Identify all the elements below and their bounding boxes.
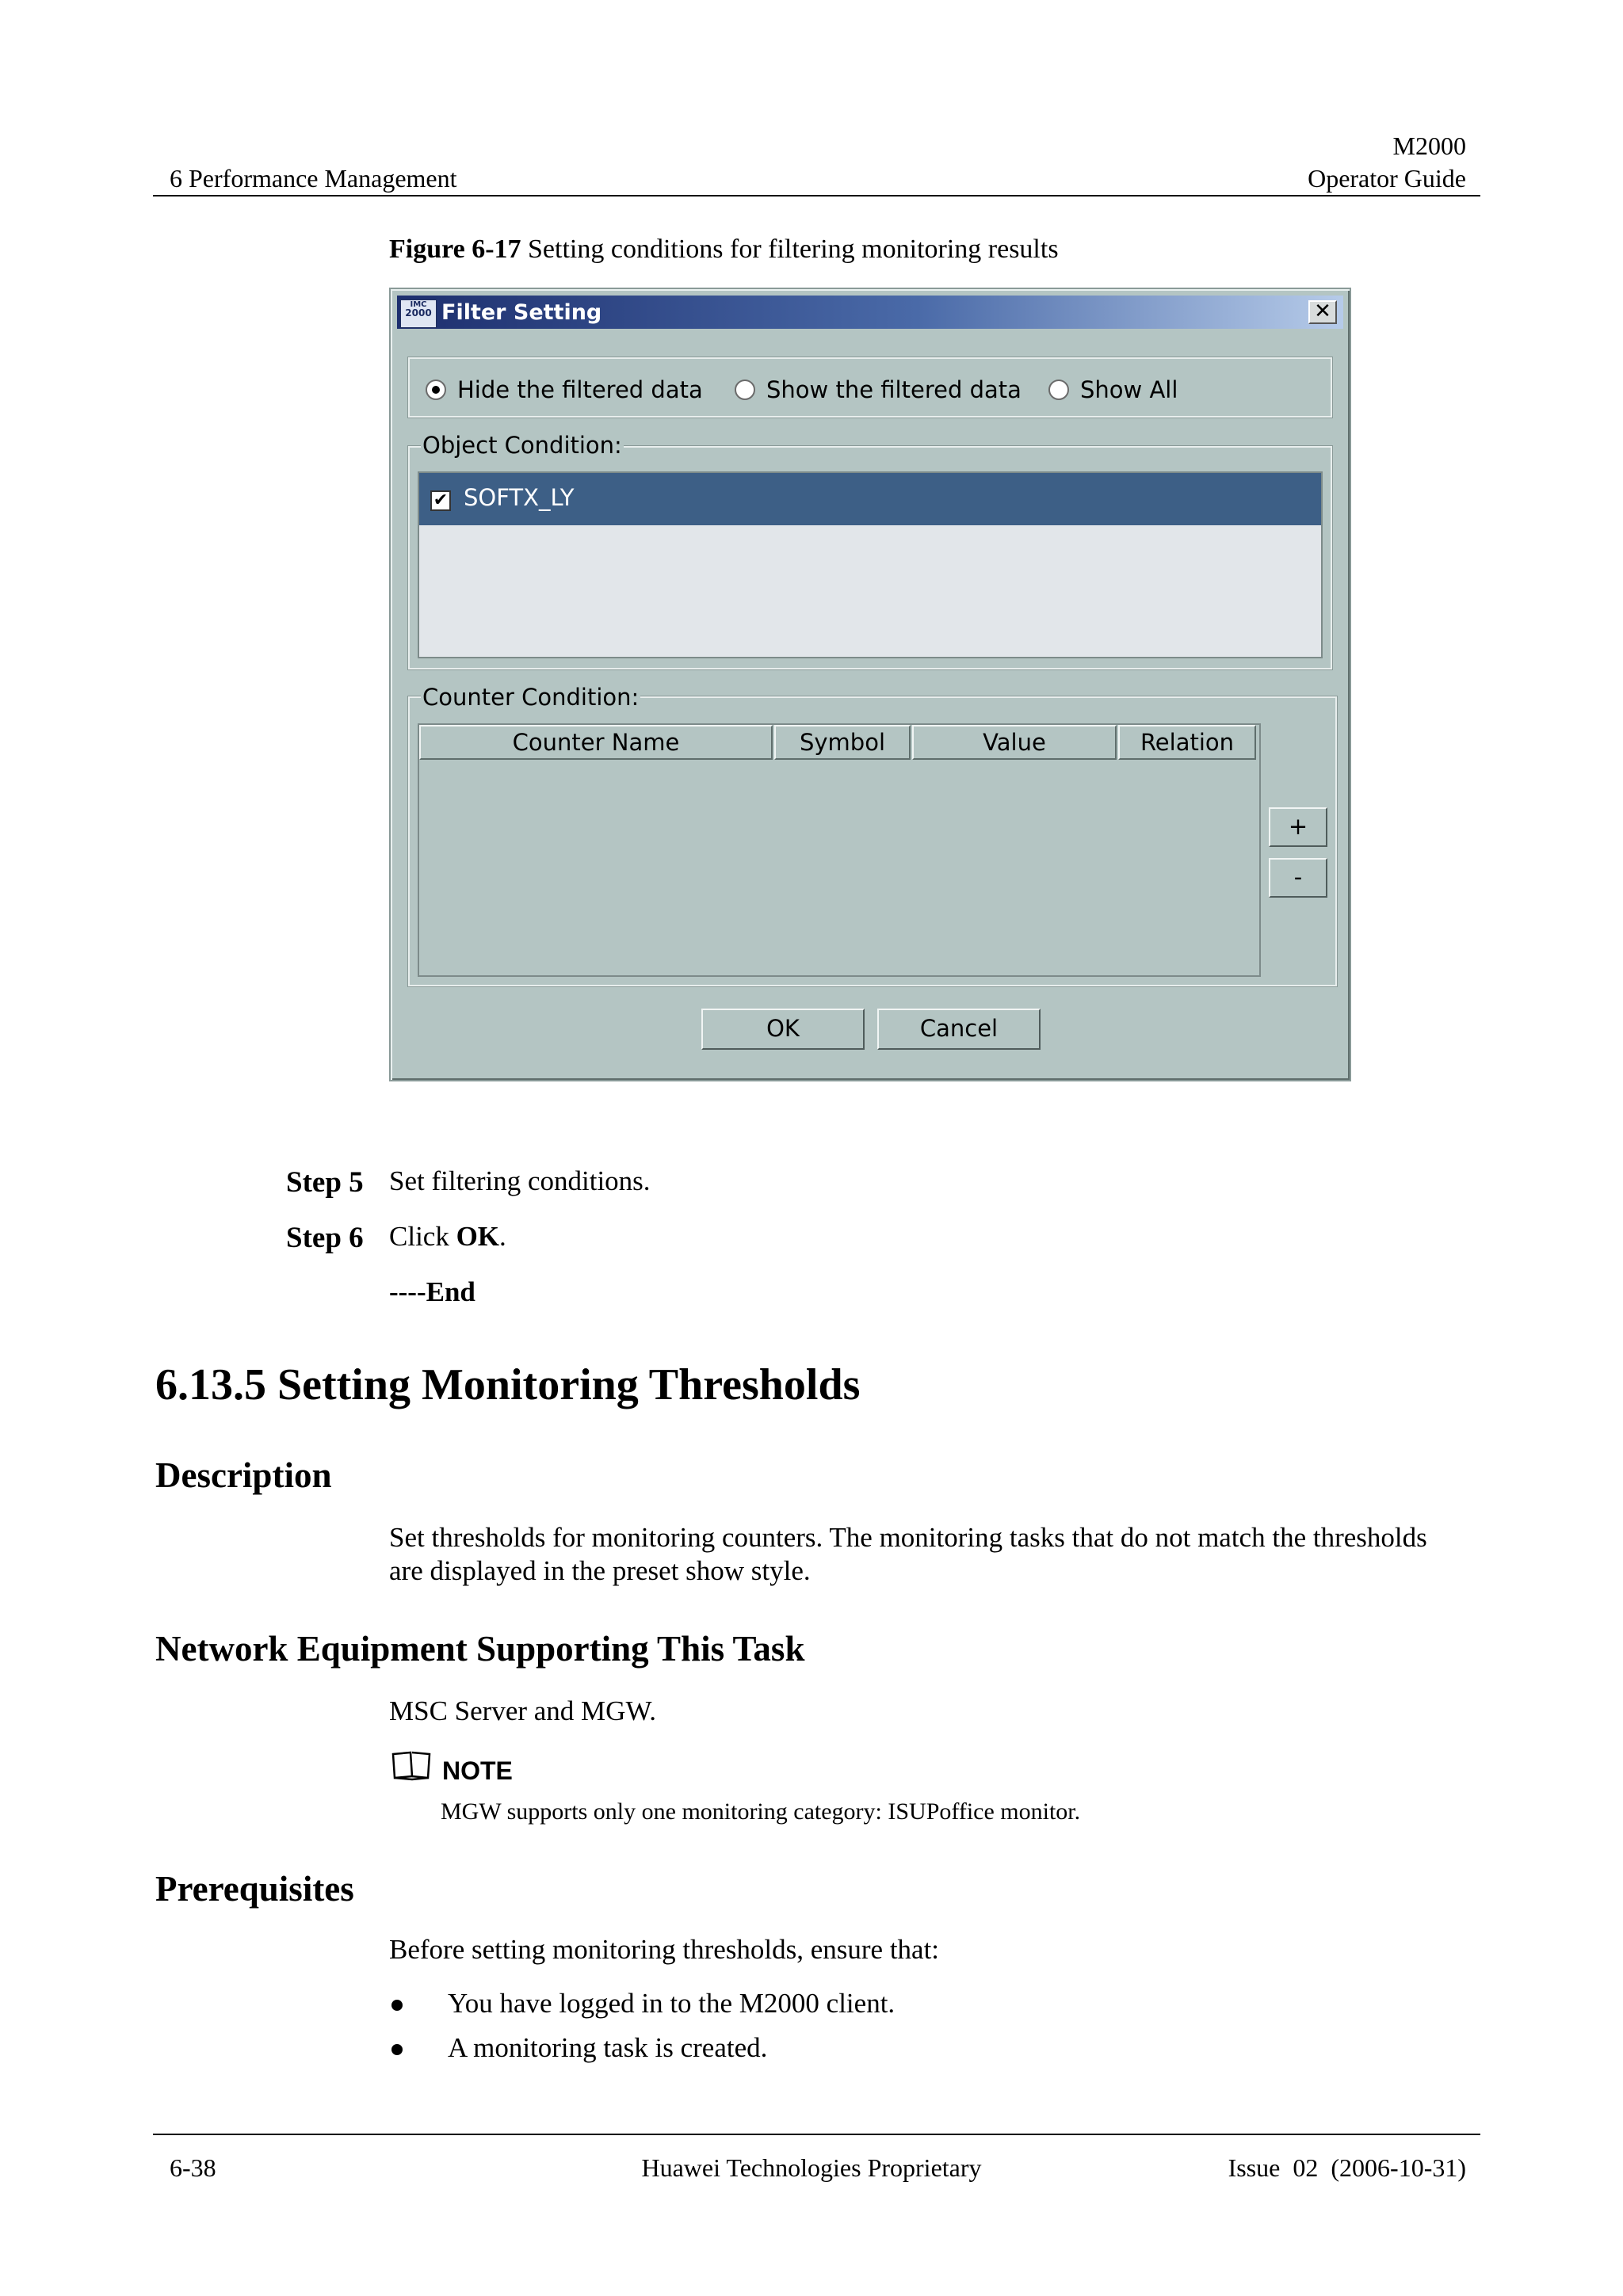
- icon-text-bottom: 2000: [405, 307, 432, 318]
- icon-text-top: IMC: [410, 300, 427, 309]
- object-item-label: SOFTX_LY: [464, 484, 575, 511]
- step-6-bold: OK: [456, 1221, 500, 1252]
- column-header-symbol[interactable]: Symbol: [774, 725, 911, 760]
- column-header-relation[interactable]: Relation: [1118, 725, 1256, 760]
- prerequisite-item: A monitoring task is created.: [448, 2032, 768, 2063]
- radio-show-all-label: Show All: [1080, 376, 1178, 403]
- radio-hide-filtered[interactable]: [426, 376, 703, 403]
- radio-show-filtered[interactable]: [735, 376, 1022, 403]
- m2000-app-icon: [400, 299, 437, 328]
- equipment-heading: Network Equipment Supporting This Task: [155, 1629, 805, 1669]
- header-rule: [153, 195, 1480, 196]
- header-product: M2000: [1392, 132, 1466, 160]
- close-button[interactable]: [1308, 300, 1337, 324]
- cancel-button[interactable]: Cancel: [877, 1009, 1041, 1050]
- bullet-icon: [391, 2000, 403, 2011]
- footer-rule: [153, 2134, 1480, 2135]
- column-header-counter-name[interactable]: Counter Name: [419, 725, 773, 760]
- figure-caption: [389, 235, 1059, 265]
- column-header-value[interactable]: Value: [912, 725, 1117, 760]
- section-title: 6.13.5 Setting Monitoring Thresholds: [155, 1360, 861, 1409]
- object-list-item[interactable]: [419, 473, 1321, 525]
- prerequisite-item: You have logged in to the M2000 client.: [448, 1988, 896, 2019]
- object-list[interactable]: [418, 471, 1323, 658]
- display-mode-group: [408, 357, 1332, 418]
- filter-setting-dialog: [389, 288, 1351, 1081]
- object-condition-label: Object Condition:: [422, 432, 622, 459]
- dialog-title: Filter Setting: [441, 300, 602, 325]
- step-6-text: [389, 1221, 506, 1253]
- end-marker: ----End: [389, 1276, 475, 1307]
- bullet-icon: [391, 2044, 403, 2055]
- radio-show-all[interactable]: [1048, 376, 1178, 403]
- step-5-label: Step 5: [286, 1166, 364, 1199]
- header-guide: Operator Guide: [1308, 164, 1466, 193]
- radio-unselected-icon: [1048, 379, 1069, 400]
- add-counter-button[interactable]: +: [1269, 807, 1327, 847]
- description-line-1: Set thresholds for monitoring counters. The monitoring tasks that do not match the thresholds: [389, 1522, 1427, 1553]
- remove-counter-button[interactable]: -: [1269, 858, 1327, 898]
- radio-hide-filtered-label: Hide the filtered data: [457, 376, 703, 403]
- description-heading: Description: [155, 1455, 332, 1495]
- equipment-text: MSC Server and MGW.: [389, 1695, 657, 1726]
- checkbox-checked-icon[interactable]: ✔: [430, 490, 451, 511]
- note-label: NOTE: [442, 1756, 513, 1785]
- counter-table[interactable]: [418, 723, 1261, 977]
- ok-button[interactable]: OK: [701, 1009, 865, 1050]
- step-6-prefix: Click: [389, 1221, 456, 1252]
- prerequisites-heading: Prerequisites: [155, 1869, 354, 1909]
- radio-unselected-icon: [735, 379, 755, 400]
- note-book-icon: [391, 1749, 433, 1781]
- description-line-2: are displayed in the preset show style.: [389, 1555, 811, 1586]
- figure-label: Figure 6-17: [389, 235, 521, 264]
- header-chapter: 6 Performance Management: [170, 164, 457, 193]
- radio-selected-icon: [426, 379, 446, 400]
- step-6-label: Step 6: [286, 1222, 364, 1254]
- radio-show-filtered-label: Show the filtered data: [766, 376, 1022, 403]
- footer-issue: Issue 02 (2006-10-31): [1228, 2153, 1466, 2182]
- counter-condition-label: Counter Condition:: [422, 684, 640, 711]
- prerequisites-intro: Before setting monitoring thresholds, ensure that:: [389, 1934, 940, 1965]
- note-text: MGW supports only one monitoring category: ISUPoffice monitor.: [441, 1798, 1081, 1825]
- footer-page-number: 6-38: [170, 2153, 216, 2182]
- step-6-suffix: .: [499, 1221, 506, 1252]
- close-icon: ✕: [1314, 299, 1331, 323]
- footer-company: Huawei Technologies Proprietary: [641, 2153, 982, 2182]
- step-5-text: Set filtering conditions.: [389, 1165, 651, 1196]
- dialog-titlebar[interactable]: [397, 296, 1343, 329]
- figure-caption-text: Setting conditions for filtering monitoring results: [521, 235, 1059, 264]
